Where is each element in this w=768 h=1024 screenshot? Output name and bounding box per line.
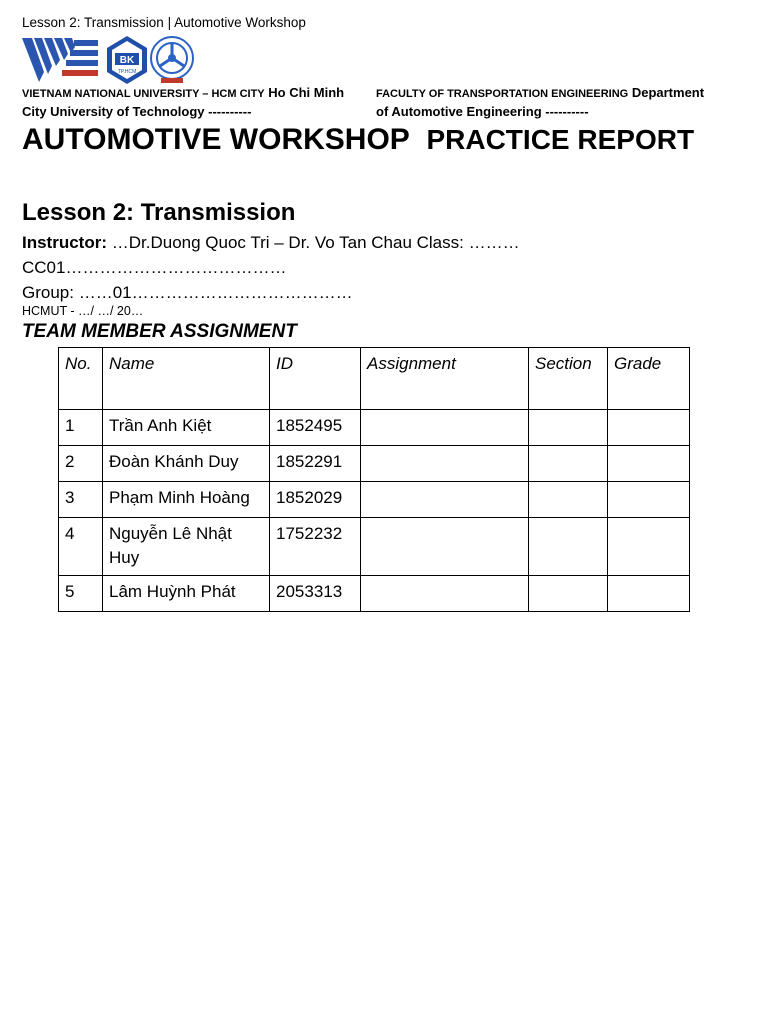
cell-assignment <box>361 482 529 518</box>
team-heading: TEAM MEMBER ASSIGNMENT <box>22 321 297 342</box>
page-header: Lesson 2: Transmission | Automotive Workshop <box>22 15 306 30</box>
instructor-label: Instructor: <box>22 233 107 252</box>
table-row <box>59 482 690 518</box>
team-table <box>58 347 690 612</box>
university-name-line1: Ho Chi Minh <box>268 85 345 100</box>
cell-section <box>529 446 608 482</box>
cell-no: 4 <box>59 518 103 576</box>
cell-id: 1852029 <box>270 482 361 518</box>
faculty-caps: FACULTY OF TRANSPORTATION ENGINEERING <box>376 88 629 100</box>
instructor-line <box>22 230 742 280</box>
cell-no: 2 <box>59 446 103 482</box>
university-name-line2: City University of Technology ---------- <box>22 104 252 119</box>
report-title-part2: PRACTICE REPORT <box>426 124 695 155</box>
table-row <box>59 576 690 612</box>
university-caps: VIETNAM NATIONAL UNIVERSITY – HCM CITY <box>22 88 265 100</box>
cell-id: 1852495 <box>270 410 361 446</box>
cell-id: 2053313 <box>270 576 361 612</box>
header-section: Section <box>529 348 608 410</box>
department-line1: Department <box>631 85 705 100</box>
table-header-row <box>59 348 690 410</box>
hcmut-date: HCMUT - …/ …/ 20… <box>22 304 144 318</box>
cell-no: 5 <box>59 576 103 612</box>
cell-name: Lâm Huỳnh Phát <box>103 576 270 612</box>
cell-id: 1852291 <box>270 446 361 482</box>
cell-grade <box>608 576 690 612</box>
cell-section <box>529 518 608 576</box>
instructor-value: …Dr.Duong Quoc Tri – Dr. Vo Tan Chau Class: ……… <box>111 233 520 252</box>
seal-logo-icon <box>151 37 193 83</box>
header-assignment: Assignment <box>361 348 529 410</box>
cell-id: 1752232 <box>270 518 361 576</box>
bk-logo-icon <box>107 36 147 84</box>
lesson-title: Lesson 2: Transmission <box>22 199 296 226</box>
stripes-logo-icon <box>22 38 98 82</box>
bk-logo-subtext: TP.HCM <box>117 69 137 75</box>
cell-name: Trần Anh Kiệt <box>103 410 270 446</box>
header-id: ID <box>270 348 361 410</box>
header-name: Name <box>103 348 270 410</box>
logo-group <box>22 36 197 84</box>
cell-name: Đoàn Khánh Duy <box>103 446 270 482</box>
class-value: CC01………………………………… <box>22 258 287 277</box>
cell-name: Nguyễn Lê Nhật Huy <box>103 518 270 576</box>
cell-assignment <box>361 446 529 482</box>
faculty-block <box>376 84 746 121</box>
header-no: No. <box>59 348 103 410</box>
report-title-part1: AUTOMOTIVE WORKSHOP <box>22 123 410 156</box>
cell-grade <box>608 482 690 518</box>
cell-section <box>529 576 608 612</box>
bk-logo-text: BK <box>119 55 135 66</box>
table-row <box>59 518 690 576</box>
cell-section <box>529 410 608 446</box>
table-row <box>59 410 690 446</box>
cell-no: 1 <box>59 410 103 446</box>
cell-grade <box>608 518 690 576</box>
department-line2: of Automotive Engineering ---------- <box>376 104 589 119</box>
cell-no: 3 <box>59 482 103 518</box>
cell-assignment <box>361 576 529 612</box>
report-title <box>22 120 742 160</box>
table-row <box>59 446 690 482</box>
header-grade: Grade <box>608 348 690 410</box>
cell-grade <box>608 410 690 446</box>
cell-grade <box>608 446 690 482</box>
university-block <box>22 84 372 121</box>
cell-section <box>529 482 608 518</box>
group-line: Group: ……01………………………………… <box>22 283 353 302</box>
cell-assignment <box>361 518 529 576</box>
cell-assignment <box>361 410 529 446</box>
cell-name: Phạm Minh Hoàng <box>103 482 270 518</box>
